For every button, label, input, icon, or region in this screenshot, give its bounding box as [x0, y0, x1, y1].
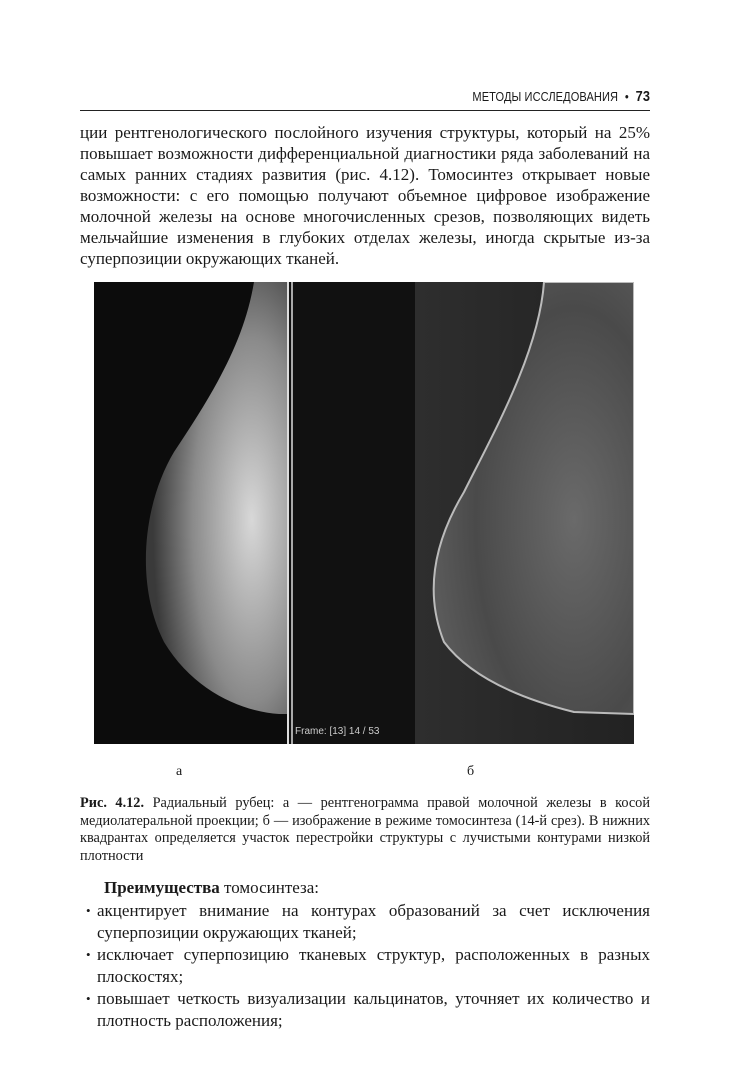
advantages-heading — [104, 878, 319, 898]
image-b — [293, 282, 415, 744]
page-number: 73 — [635, 88, 650, 105]
frame-label: Frame: [13] 14 / 53 — [295, 726, 380, 737]
sublabel-b: б — [467, 764, 475, 779]
divider — [287, 282, 289, 744]
separator: • — [624, 89, 629, 104]
running-header — [166, 88, 651, 105]
mammogram-images — [94, 282, 634, 744]
body-paragraph: ции рентгенологического послойного изучения структуры, который на 25% повышает возможности дифференциальной диагностики ряда заболеваний на самых ранних стадиях развития (рис. 4.12). Томосинтез открывает новые возможности: с его помощью получают объемное цифровое изображение молочной железы на основе многочисленных срезов, позволяющих видеть мельчайшие изменения в глубоких отделах железы, иногда скрытые из-за суперпозиции окружающих тканей. — [80, 123, 650, 268]
list-item: • исключает суперпозицию тканевых структур, расположенных в разных плоскостях; — [88, 944, 650, 988]
figure-mammograms — [94, 282, 634, 744]
caption-label: Рис. 4.12. — [80, 795, 145, 811]
section-title: МЕТОДЫ ИССЛЕДОВАНИЯ — [472, 89, 619, 104]
advantages-list — [88, 900, 650, 1032]
advantages-title-bold: Преимущества — [104, 878, 220, 897]
list-item: • акцентирует внимание на контурах образований за счет исключения суперпозиции окружающих тканей; — [88, 900, 650, 944]
sublabel-a: а — [176, 764, 183, 779]
caption-text: Радиальный рубец: а — рентгенограмма правой молочной железы в косой медиолатеральной проекции; б — изображение в режиме томосинтеза (14-й срез). В нижних квадрантах определяется участок перестройки структуры с лучистыми контурами низкой плотности — [80, 795, 650, 864]
list-item: • повышает четкость визуализации кальцинатов, уточняет их количество и плотность расположения; — [88, 988, 650, 1032]
divider — [291, 282, 293, 744]
figure-caption — [80, 795, 650, 865]
header-rule — [80, 110, 650, 111]
advantages-title-rest: томосинтеза: — [219, 878, 320, 897]
